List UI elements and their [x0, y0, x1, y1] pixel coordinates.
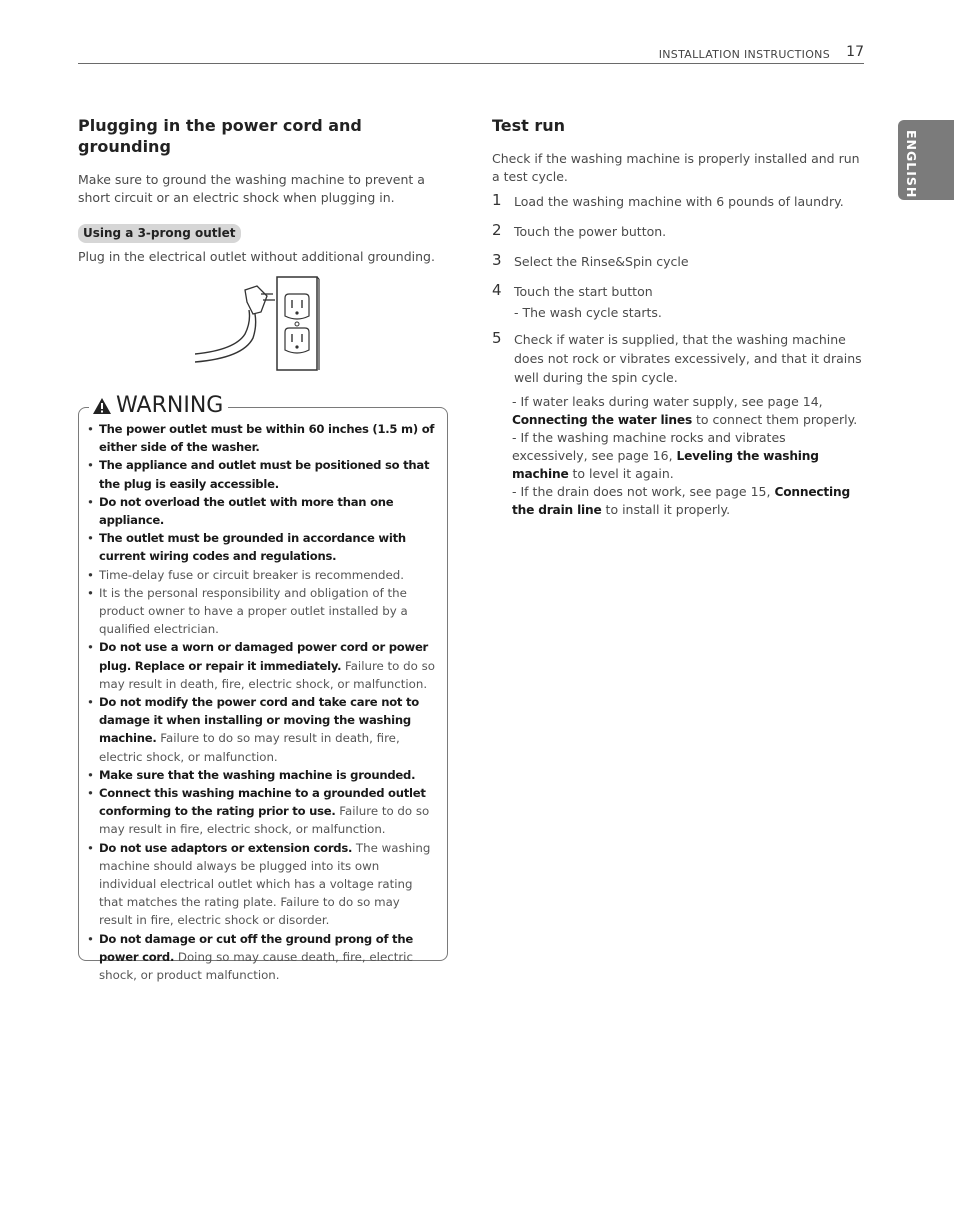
- warning-item-emphasis: Do not overload the outlet with more than one appliance.: [99, 494, 394, 528]
- step-number: 3: [492, 251, 502, 269]
- warning-item-emphasis: Do not use adaptors or extension cords.: [99, 840, 353, 855]
- warning-item: [87, 638, 435, 693]
- warning-item: [87, 784, 435, 839]
- power-cord: [195, 310, 250, 354]
- warning-item-text: Doing so may cause death, fire, electric shock, or product malfunction.: [99, 949, 413, 983]
- warning-heading: [89, 393, 228, 419]
- outlet-socket-top: [285, 294, 309, 319]
- test-run-step: [492, 252, 864, 271]
- warning-item-emphasis: Make sure that the washing machine is grounded.: [99, 767, 416, 782]
- note-text: - If the washing machine rocks and vibrates excessively, see page 16,: [512, 430, 786, 463]
- warning-item-text: Failure to do so may result in fire, electric shock, or malfunction.: [99, 804, 430, 837]
- step-text: Select the Rinse&Spin cycle: [514, 254, 689, 269]
- warning-title-text: WARNING: [116, 393, 224, 418]
- test-run-section: [492, 115, 864, 519]
- warning-item-text: The washing machine should always be plugged into its own individual electrical outlet which has a voltage rating that matches the rating plate. Failure to do so may result in fire, electric shock or disorder.: [99, 840, 431, 928]
- warning-item-text: Failure to do so may result in death, fire, electric shock, or malfunction.: [99, 731, 400, 764]
- warning-item: [87, 493, 435, 529]
- warning-item-emphasis: Do not use a worn or damaged power cord or power plug. Replace or repair it immediately.: [99, 640, 429, 673]
- language-tab-label: ENGLISH: [904, 130, 919, 199]
- note-text-after: to install it properly.: [601, 502, 731, 517]
- page-number: 17: [846, 44, 864, 60]
- test-run-step: [492, 192, 864, 211]
- warning-list: [87, 420, 435, 984]
- step-text: Load the washing machine with 6 pounds of laundry.: [514, 194, 844, 209]
- warning-item: [87, 693, 435, 766]
- warning-box: [78, 393, 448, 983]
- warning-item-emphasis: The power outlet must be within 60 inches (1.5 m) of either side of the washer.: [99, 422, 435, 455]
- step-text: Check if water is supplied, that the washing machine does not rock or vibrates excessively, and that it drains well during the spin cycle.: [514, 332, 862, 385]
- warning-item-text: It is the personal responsibility and obligation of the product owner to have a proper outlet installed by a qualified electrician.: [99, 585, 408, 637]
- warning-item-emphasis: Connect this washing machine to a grounded outlet conforming to the rating prior to use.: [99, 786, 426, 819]
- note-reference: Connecting the drain line: [512, 485, 851, 517]
- note-reference: Connecting the water lines: [512, 413, 692, 427]
- troubleshooting-note: [512, 429, 864, 483]
- step-text: Touch the power button.: [514, 224, 667, 239]
- warning-item-emphasis: The appliance and outlet must be positioned so that the plug is easily accessible.: [99, 458, 430, 491]
- note-text: - If water leaks during water supply, see page 14,: [512, 394, 823, 409]
- note-text-after: to level it again.: [568, 466, 674, 481]
- warning-item-emphasis: Do not damage or cut off the ground prong of the power cord.: [99, 931, 413, 964]
- test-run-step: [492, 222, 864, 241]
- warning-item: [87, 766, 435, 784]
- warning-triangle-icon: [92, 397, 112, 415]
- note-text: - If the drain does not work, see page 15,: [512, 484, 775, 499]
- warning-item: [87, 584, 435, 639]
- note-text-after: to connect them properly.: [692, 412, 858, 427]
- step-number: 2: [492, 221, 502, 239]
- outlet-instruction: Plug in the electrical outlet without additional grounding.: [78, 249, 435, 264]
- test-run-notes: [492, 393, 864, 519]
- warning-item: [87, 456, 435, 492]
- step-text: Touch the start button: [514, 284, 653, 299]
- outlet-illustration: [195, 272, 325, 372]
- note-reference: Leveling the washing machine: [512, 449, 819, 481]
- power-cord-intro: Make sure to ground the washing machine to prevent a short circuit or an electric shock when plugging in.: [78, 172, 425, 205]
- outlet-plate: [277, 277, 317, 370]
- power-cord-title-line2: grounding: [78, 137, 171, 156]
- warning-item: [87, 839, 435, 930]
- test-run-intro: Check if the washing machine is properly installed and run a test cycle.: [492, 151, 860, 184]
- step-number: 5: [492, 329, 502, 347]
- warning-item-text: Time-delay fuse or circuit breaker is recommended.: [99, 567, 404, 582]
- language-tab[interactable]: [898, 120, 954, 200]
- troubleshooting-note: [512, 483, 864, 519]
- warning-item-text: Failure to do so may result in death, fire, electric shock, or malfunction.: [99, 658, 435, 691]
- power-cord-title-line1: Plugging in the power cord and: [78, 116, 362, 135]
- warning-item-emphasis: Do not modify the power cord and take care not to damage it when installing or moving the washing machine.: [99, 695, 420, 746]
- warning-item: [87, 930, 435, 985]
- warning-item: [87, 420, 435, 456]
- warning-item: [87, 566, 435, 584]
- warning-item-emphasis: The outlet must be grounded in accordance with current wiring codes and regulations.: [99, 531, 406, 564]
- test-run-steps: [492, 192, 864, 387]
- step-subtext: - The wash cycle starts.: [514, 305, 662, 320]
- plug-icon: [245, 286, 275, 314]
- warning-item: [87, 529, 435, 565]
- outlet-socket-bottom: [285, 328, 309, 353]
- power-cord-section: [78, 115, 450, 266]
- step-number: 1: [492, 191, 502, 209]
- power-cord-title: [78, 115, 450, 157]
- troubleshooting-note: [512, 393, 864, 429]
- page-header: [78, 44, 864, 64]
- step-number: 4: [492, 281, 502, 299]
- test-run-step: [492, 282, 864, 322]
- header-section-title: INSTALLATION INSTRUCTIONS: [658, 48, 830, 61]
- outlet-subheading: Using a 3-prong outlet: [78, 224, 241, 243]
- test-run-step: [492, 330, 864, 387]
- test-run-title: Test run: [492, 116, 566, 135]
